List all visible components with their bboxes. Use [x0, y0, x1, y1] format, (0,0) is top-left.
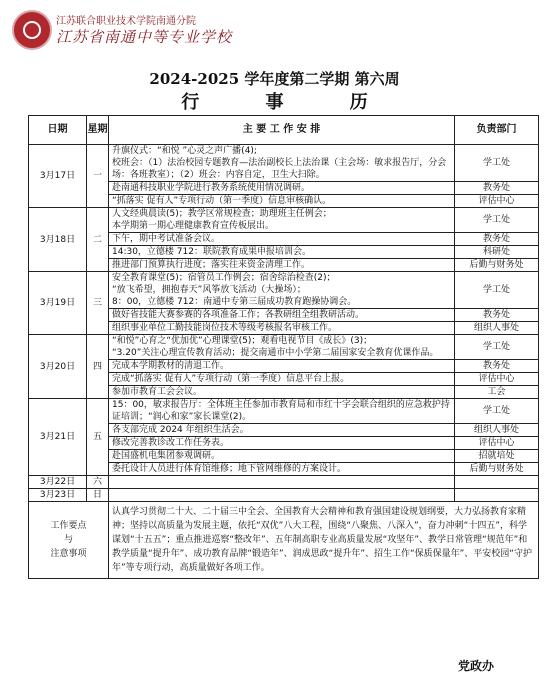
work-item: 赴南通科技职业学院进行教务系统使用情况调研。: [109, 182, 455, 195]
weekday-cell: 六: [87, 476, 109, 489]
weekday-cell: 一: [87, 145, 109, 208]
date-cell: 3月22日: [29, 476, 87, 489]
header-date: 日期: [29, 116, 87, 145]
date-cell: 3月18日: [29, 208, 87, 272]
date-cell: 3月23日: [29, 489, 87, 502]
dept-cell: 组织人事处: [455, 322, 539, 335]
table-row: [29, 208, 539, 233]
school-name: 江苏联合职业技术学院南通分院: [56, 16, 196, 27]
dept-cell: 工会: [455, 386, 539, 399]
work-item: 赴国盛机电集团参观调研。: [109, 450, 455, 463]
notes-row: [29, 502, 539, 579]
work-item: 委托设计人员进行体育馆维修；地下管网维修的方案设计。: [109, 463, 455, 476]
dept-cell: 教务处: [455, 309, 539, 322]
work-item: 人文经典晨读(5)；教学区常规检查；助理班主任例会； 本学期第一期心理健康教育宣传板展出。: [109, 208, 455, 233]
table-row: [29, 335, 539, 360]
work-item: “和悦”心育之“优加优”心理课堂(5)；观看电视节目《成长》(3)； “3.20”关注心理宣传教育活动；提交南通市中小学第二届国家安全教育优课作品。: [109, 335, 455, 360]
work-item: 做好省技能大赛参赛的各项准备工作；各教研组全组教研活动。: [109, 309, 455, 322]
weekday-cell: 二: [87, 208, 109, 272]
weekday-cell: 日: [87, 489, 109, 502]
dept-cell: [455, 476, 539, 489]
work-item: 各支部完成 2024 年组织生活会。: [109, 424, 455, 437]
page-title: 2024-2025 学年度第二学期 第六周: [149, 70, 400, 88]
date-cell: 3月20日: [29, 335, 87, 399]
dept-cell: 评估中心: [455, 373, 539, 386]
header-weekday: 星期: [87, 116, 109, 145]
table-row: [29, 145, 539, 182]
dept-cell: 组织人事处: [455, 424, 539, 437]
dept-cell: 后勤与财务处: [455, 463, 539, 476]
header-dept: 负责部门: [455, 116, 539, 145]
date-cell: 3月21日: [29, 399, 87, 476]
dept-cell: 教务处: [455, 182, 539, 195]
table-row: [29, 489, 539, 502]
dept-cell: 招就培处: [455, 450, 539, 463]
table-row: [29, 476, 539, 489]
date-cell: 3月17日: [29, 145, 87, 208]
header-work: 主 要 工 作 安 排: [109, 116, 455, 145]
work-item: 14:30，立德楼 712：联院教育成果申报培训会。: [109, 246, 455, 259]
dept-cell: 评估中心: [455, 195, 539, 208]
school-calligraphy: 江苏省南通中等专业学校: [56, 28, 233, 46]
dept-cell: 学工处: [455, 335, 539, 360]
schedule-table: [28, 115, 539, 579]
weekday-cell: 三: [87, 272, 109, 335]
table-header-row: [29, 116, 539, 145]
work-item: 推进部门预算执行进度；落实往来资金清理工作。: [109, 259, 455, 272]
work-item: “抓落实 促有人”专项行动（第一季度）信息审核确认。: [109, 195, 455, 208]
dept-cell: [455, 489, 539, 502]
school-header: [12, 10, 542, 52]
page-subtitle: 行 事 历: [181, 92, 398, 113]
work-item: 修改完善教诊改工作任务表。: [109, 437, 455, 450]
dept-cell: 后勤与财务处: [455, 259, 539, 272]
table-row: [29, 272, 539, 309]
work-item: 15：00，敏求报告厅：全体班主任参加市教育局和市红十字会联合组织的应急救护持证培训；“润心和家”家长课堂(2)。: [109, 399, 455, 424]
dept-cell: 评估中心: [455, 437, 539, 450]
dept-cell: 教务处: [455, 360, 539, 373]
dept-cell: 学工处: [455, 272, 539, 309]
notes-label: 工作要点 与 注意事项: [29, 502, 109, 579]
date-cell: 3月19日: [29, 272, 87, 335]
work-item: [109, 489, 455, 502]
work-item: 组织事业单位工勤技能岗位技术等级考核报名审核工作。: [109, 322, 455, 335]
work-item: 完成本学期教材的清退工作。: [109, 360, 455, 373]
work-item: 下午，期中考试准备会议。: [109, 233, 455, 246]
weekday-cell: 四: [87, 335, 109, 399]
notes-text: 认真学习贯彻二十大、二十届三中全会、全国教育大会精神和教育强国建设规划纲要，大力弘扬教育家精神；坚持以高质量为发展主题，依托“双优”八大工程，围绕“八聚焦、八深入”，奋力冲刺“十四五”，科学谋划“十五五”；重点推进巡察“整改年”、五年制高职专业高质量发展“攻坚年”、教学日常管理“规范年”和教学质量“提升年”、成功教育品牌“锻造年”、润成思政“提升年”、招生工作“保质保量年”、平安校园“守护年”等专项行动，高质量做好各项工作。: [109, 502, 539, 579]
work-item: 完成“抓落实 促有人”专项行动（第一季度）信息平台上报。: [109, 373, 455, 386]
dept-cell: 科研处: [455, 246, 539, 259]
dept-cell: 学工处: [455, 208, 539, 233]
dept-cell: 教务处: [455, 233, 539, 246]
work-item: 安全教育课堂(5)；宿管员工作例会；宿舍综治检查(2)； “放飞希望，拥抱春天”风筝放飞活动（大操场）； 8：00，立德楼 712：南通中专第三届成功教育跑操协调会。: [109, 272, 455, 309]
weekday-cell: 五: [87, 399, 109, 476]
dept-cell: 学工处: [455, 145, 539, 182]
work-item: 参加市教育工会会议。: [109, 386, 455, 399]
dept-cell: 学工处: [455, 399, 539, 424]
signature: 党政办: [458, 659, 495, 673]
table-row: [29, 399, 539, 424]
school-logo-icon: [12, 10, 52, 50]
work-item: [109, 476, 455, 489]
work-item: 升旗仪式：“和悦 ”心灵之声广播(4); 校班会：（1）法治校园专题教育—法治副校长上法治课（主会场：敏求报告厅，分会场：各班教室）；（2）班会：内容自定，卫生大扫除。: [109, 145, 455, 182]
